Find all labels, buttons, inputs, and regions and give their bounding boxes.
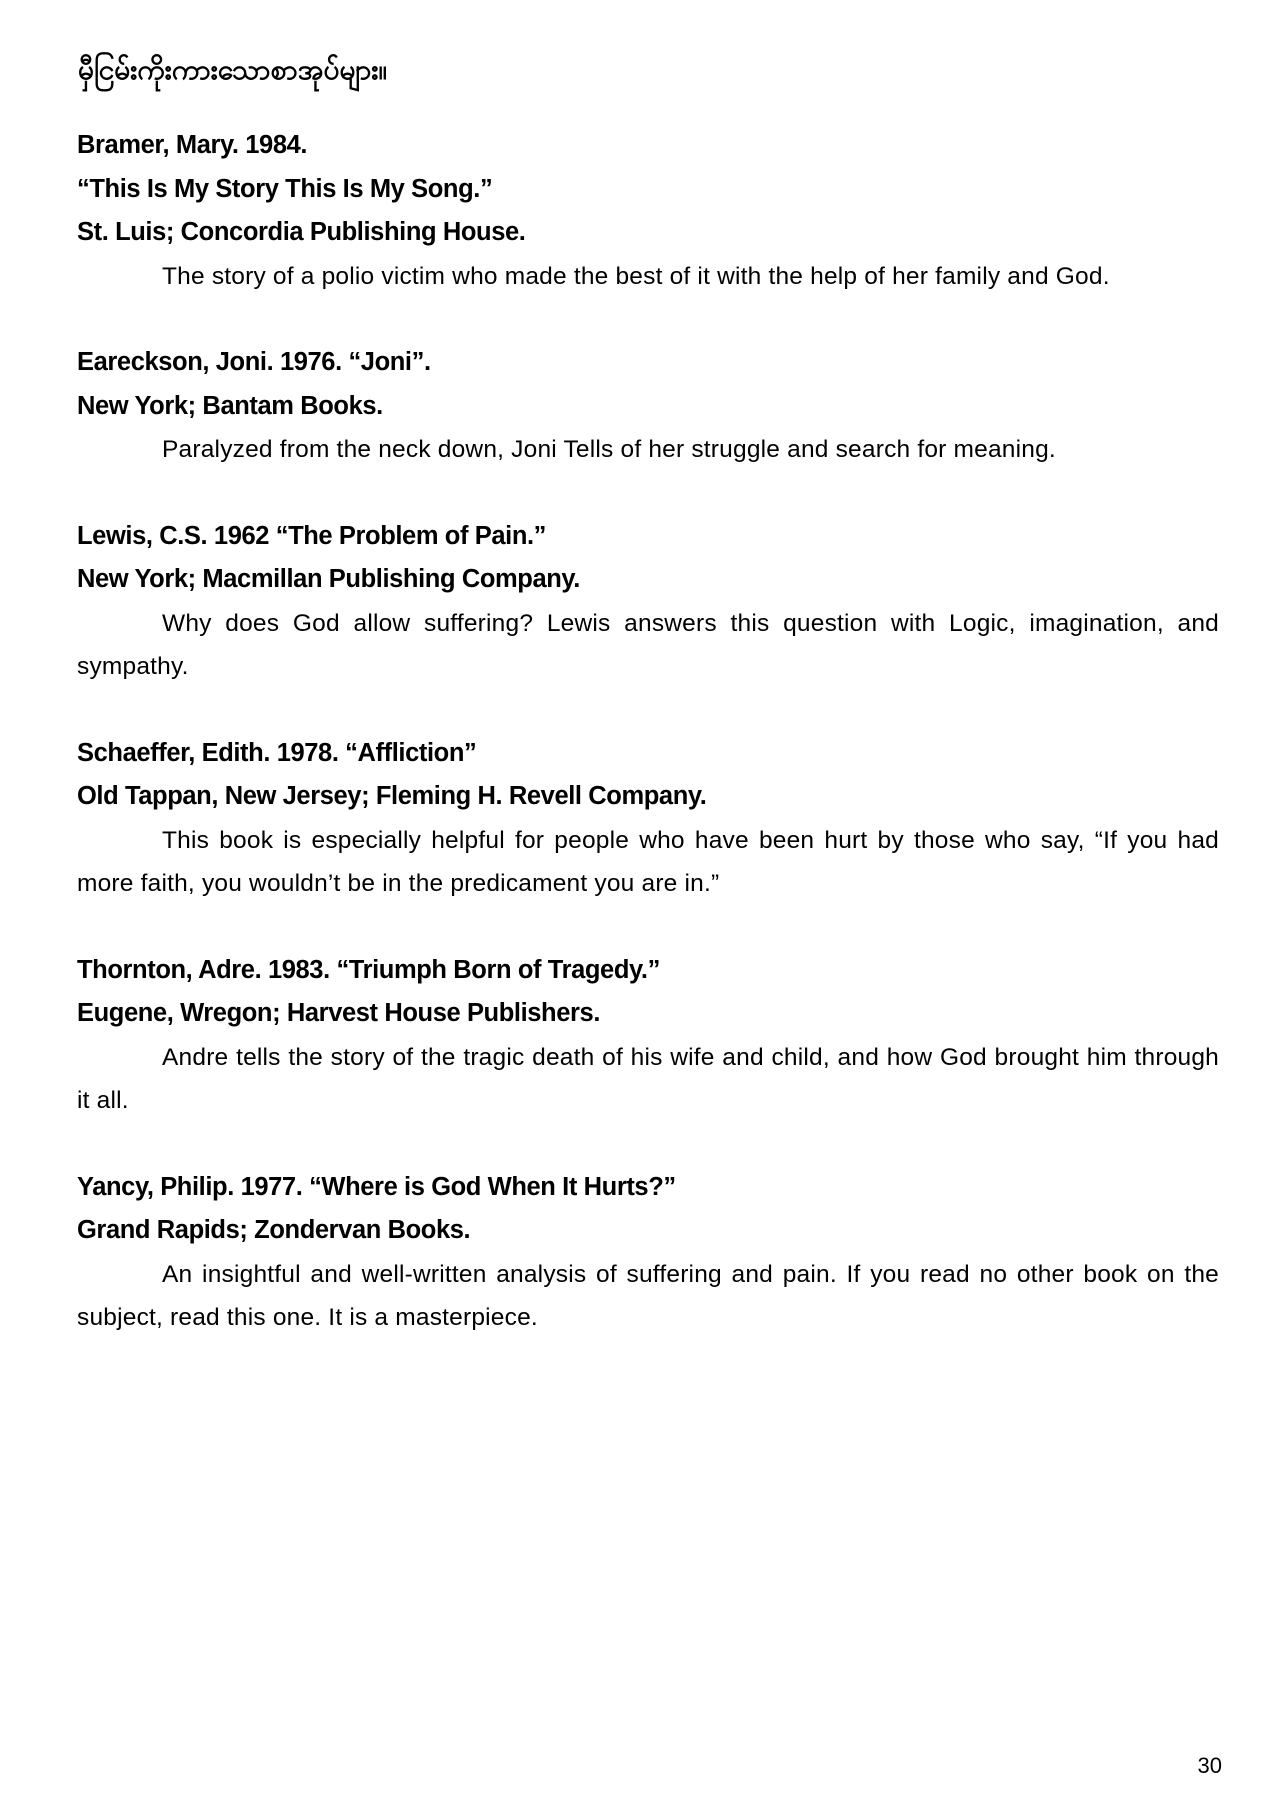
entry-publisher: Old Tappan, New Jersey; Fleming H. Revell Company.	[77, 782, 707, 810]
bibliography-entry	[77, 949, 1219, 1123]
entry-publisher: New York; Bantam Books.	[77, 391, 383, 420]
page-number: 30	[1197, 1753, 1222, 1778]
bibliography-entry	[77, 341, 1219, 472]
entry-publisher: New York; Macmillan Publishing Company.	[77, 565, 580, 593]
entry-publisher: St. Luis; Concordia Publishing House.	[77, 218, 526, 246]
bibliography-entry	[77, 515, 1219, 689]
entry-publisher: Eugene, Wregon; Harvest House Publishers.	[77, 999, 601, 1027]
bibliography-list	[77, 124, 1219, 1383]
entry-annotation: This book is especially helpful for people who have been hurt by those who say, “If you had more faith, you wouldn’t be in the predicament you are in.”	[77, 826, 1219, 897]
entry-author-year: Eareckson, Joni. 1976. “Joni”.	[77, 348, 431, 376]
page-title: မှီငြမ်းကိုးကားသောစာအုပ်များ။	[78, 53, 388, 86]
entry-annotation: An insightful and well-written analysis of suffering and pain. If you read no other book on the subject, read this one. It is a masterpiece.	[77, 1260, 1219, 1331]
entry-author-year: Thornton, Adre. 1983. “Triumph Born of Tragedy.”	[77, 955, 660, 984]
bibliography-entry	[77, 732, 1219, 906]
entry-annotation: Andre tells the story of the tragic death of his wife and child, and how God brought him through it all.	[77, 1043, 1219, 1114]
entry-author-year: Yancy, Philip. 1977. “Where is God When It Hurts?”	[77, 1172, 676, 1201]
entry-annotation: The story of a polio victim who made the best of it with the help of her family and God.	[162, 262, 1110, 290]
entry-publisher: Grand Rapids; Zondervan Books.	[77, 1216, 471, 1244]
entry-author-year: Schaeffer, Edith. 1978. “Affliction”	[77, 738, 477, 767]
entry-annotation: Why does God allow suffering? Lewis answers this question with Logic, imagination, and sympathy.	[77, 609, 1219, 680]
bibliography-entry	[77, 124, 1219, 298]
entry-title: “This Is My Story This Is My Song.”	[77, 174, 493, 203]
entry-author-year: Lewis, C.S. 1962 “The Problem of Pain.”	[77, 521, 547, 550]
entry-author-year: Bramer, Mary. 1984.	[77, 131, 308, 159]
bibliography-entry	[77, 1166, 1219, 1340]
entry-annotation: Paralyzed from the neck down, Joni Tells of her struggle and search for meaning.	[162, 436, 1056, 463]
